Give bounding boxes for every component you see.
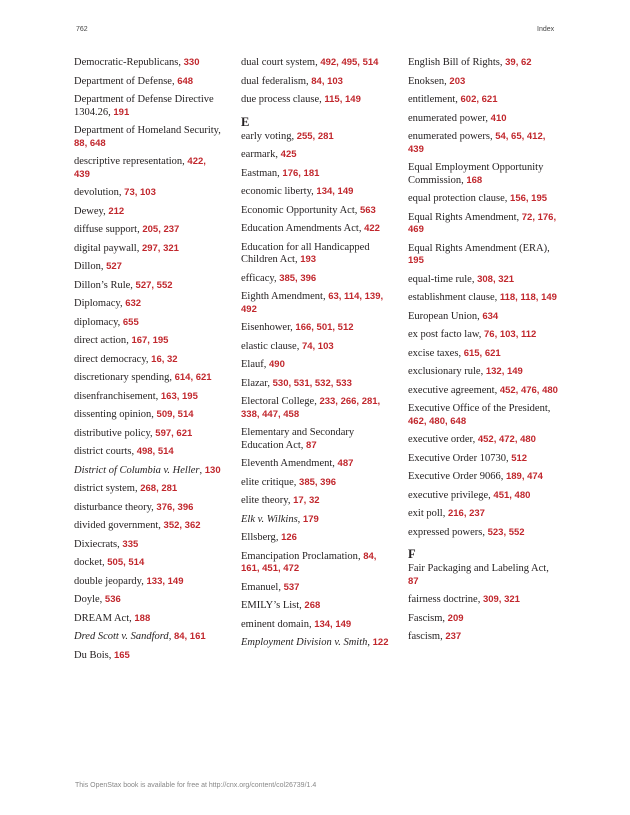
index-entry: District of Columbia v. Heller, 130 [74, 464, 221, 476]
index-term: early voting [241, 130, 292, 142]
index-entry: eminent domain, 134, 149 [241, 618, 352, 630]
index-entry: Executive Order 9066, 189, 474 [408, 471, 543, 482]
page-references[interactable]: 602, 621 [460, 94, 498, 105]
index-entry: district system, 268, 281 [74, 483, 178, 494]
index-term: enumerated powers [408, 131, 490, 142]
index-entry: Emanuel, 537 [241, 581, 300, 593]
page-references[interactable]: 498, 514 [136, 446, 174, 457]
page-references[interactable]: 191 [113, 106, 130, 118]
page-references[interactable]: 505, 514 [107, 557, 145, 568]
page-references[interactable]: 297, 321 [141, 242, 179, 254]
index-entry: exit poll, 216, 237 [408, 508, 485, 519]
page-references[interactable]: 193 [300, 254, 317, 265]
index-term: exit poll [408, 508, 443, 519]
page-references[interactable]: 122 [372, 637, 389, 648]
index-term: equal protection clause [408, 193, 505, 204]
page-references[interactable]: 410 [490, 112, 507, 124]
index-term: Department of Homeland Security [74, 125, 219, 136]
page-references[interactable]: 88, 648 [74, 137, 106, 149]
page-references[interactable]: 167, 195 [131, 335, 169, 346]
section-letter: E [241, 114, 250, 129]
index-term: Doyle [74, 594, 100, 605]
page-references[interactable]: 268 [304, 600, 321, 611]
index-entry: elastic clause, 74, 103 [241, 340, 334, 352]
index-term: distributive policy [74, 427, 151, 439]
index-term: entitlement [408, 94, 456, 105]
index-column-3 [408, 57, 558, 650]
index-entry: English Bill of Rights, 39, 62 [408, 57, 532, 68]
index-entry: Diplomacy, 632 [74, 298, 142, 309]
index-entry: Eighth Amendment, 63, 114, 139, 492 [241, 291, 384, 315]
page-references[interactable]: 422, 439 [74, 156, 206, 180]
page-references[interactable]: 597, 621 [155, 427, 193, 439]
index-entry: exclusionary rule, 132, 149 [408, 366, 523, 377]
page-references[interactable]: 352, 362 [163, 520, 201, 531]
index-term: European Union [408, 310, 478, 322]
index-term: disenfranchisement [74, 390, 156, 402]
page-references[interactable]: 614, 621 [174, 372, 212, 383]
index-term: enumerated power [408, 112, 486, 124]
index-term: Equal Employment Opportunity Commission [408, 162, 544, 186]
page-references[interactable]: 84, 161 [173, 631, 206, 642]
index-term: diffuse support [74, 224, 138, 235]
index-term: Dillon’s Rule [74, 279, 131, 291]
page-references[interactable]: 376, 396 [156, 501, 194, 513]
index-entry: expressed powers, 523, 552 [408, 526, 525, 538]
index-entry: Eastman, 176, 181 [241, 167, 320, 179]
page-references[interactable]: 87 [408, 575, 419, 587]
index-term: Electoral College [241, 396, 315, 407]
page-references[interactable]: 134, 149 [316, 186, 354, 197]
index-term: Equal Rights Amendment [408, 211, 517, 223]
index-entry: Equal Rights Amendment (ERA), 195 [408, 242, 550, 266]
index-term: Diplomacy [74, 298, 120, 309]
index-term: efficacy [241, 272, 274, 284]
index-term: Emancipation Proclamation [241, 550, 358, 562]
index-entry: Dred Scott v. Sandford, 84, 161 [74, 631, 206, 642]
index-term: dual federalism [241, 75, 307, 87]
index-entry: entitlement, 602, 621 [408, 94, 498, 105]
index-entry: Fair Packaging and Labeling Act, 87 [408, 563, 549, 587]
index-entry: enumerated powers, 54, 65, 412, 439 [408, 131, 546, 155]
index-entry: Executive Office of the President, 462, 480, 648 [408, 403, 551, 427]
index-entry: EMILY’s List, 268 [241, 600, 321, 611]
index-entry: enumerated power, 410 [408, 112, 507, 124]
index-term: Eleventh Amendment [241, 458, 333, 469]
index-entry: direct action, 167, 195 [74, 335, 169, 346]
index-term: Du Bois [74, 649, 109, 661]
page-references[interactable]: 133, 149 [146, 575, 184, 587]
index-entry: Dewey, 212 [74, 205, 125, 217]
index-entry: Department of Defense Directive 1304.26, 191 [74, 94, 214, 118]
index-entry: Eleventh Amendment, 487 [241, 458, 354, 469]
page-references[interactable]: 134, 149 [314, 618, 352, 630]
index-term: devolution [74, 187, 119, 198]
index-term: descriptive representation [74, 156, 183, 167]
index-term: discretionary spending [74, 372, 170, 383]
page-references[interactable]: 335 [122, 538, 139, 550]
index-entry: divided government, 352, 362 [74, 520, 201, 531]
page-references[interactable]: 490 [269, 359, 285, 370]
index-entry: elite critique, 385, 396 [241, 476, 337, 488]
index-column-1 [74, 57, 224, 668]
index-entry: Electoral College, 233, 266, 281, 338, 447, 458 [241, 396, 381, 420]
page-references[interactable]: 563 [359, 204, 376, 216]
index-term: dissenting opinion [74, 409, 152, 420]
index-term: Eisenhower [241, 322, 291, 333]
index-term: Fair Packaging and Labeling Act [408, 563, 547, 574]
index-entry: Eisenhower, 166, 501, 512 [241, 322, 354, 333]
index-term: Dixiecrats [74, 538, 118, 550]
page-references[interactable]: 74, 103 [301, 340, 334, 352]
section-letter: F [408, 547, 416, 561]
page-references[interactable]: 255, 281 [296, 130, 334, 142]
index-entry: early voting, 255, 281 [241, 130, 334, 142]
page-references[interactable]: 487 [337, 458, 354, 469]
index-entry: Ellsberg, 126 [241, 532, 297, 543]
index-entry: direct democracy, 16, 32 [74, 353, 178, 365]
index-term: District of Columbia v. Heller [74, 464, 200, 476]
page-references[interactable]: 188 [134, 612, 151, 624]
index-term: DREAM Act [74, 612, 130, 624]
page-references[interactable]: 425 [280, 149, 297, 160]
index-term: economic liberty [241, 186, 312, 197]
index-entry: diplomacy, 655 [74, 316, 139, 328]
page-references[interactable]: 452, 472, 480 [477, 434, 536, 445]
index-term: Emanuel [241, 581, 279, 593]
page-references[interactable]: 72, 176, 469 [408, 211, 557, 235]
index-entry: Education for all Handicapped Children Act, 193 [241, 241, 370, 265]
index-entry: Elazar, 530, 531, 532, 533 [241, 377, 352, 389]
index-entry: excise taxes, 615, 621 [408, 347, 501, 359]
index-entry: Elementary and Secondary Education Act, 87 [241, 427, 355, 451]
index-entry: equal-time rule, 308, 321 [408, 273, 515, 285]
page-references[interactable]: 655 [122, 316, 139, 328]
index-entry: Education Amendments Act, 422 [241, 223, 380, 234]
page-references[interactable]: 422 [364, 223, 380, 234]
index-entry: Department of Homeland Security, 88, 648 [74, 125, 221, 149]
index-entry: Employment Division v. Smith, 122 [241, 637, 389, 648]
page-references[interactable]: 156, 195 [510, 193, 548, 204]
index-term: district courts [74, 446, 132, 457]
index-entry: diffuse support, 205, 237 [74, 224, 180, 235]
index-entry: executive order, 452, 472, 480 [408, 434, 536, 445]
page-references[interactable]: 16, 32 [151, 353, 178, 365]
index-term: Eastman [241, 167, 278, 179]
page-references[interactable]: 126 [281, 532, 297, 543]
page-references[interactable]: 205, 237 [142, 224, 180, 235]
index-entry: Executive Order 10730, 512 [408, 452, 528, 464]
index-term: Executive Order 9066 [408, 471, 501, 482]
page-references[interactable]: 189, 474 [505, 471, 543, 482]
index-entry: economic liberty, 134, 149 [241, 186, 354, 197]
index-term: divided government [74, 520, 159, 531]
index-term: docket [74, 557, 102, 568]
index-entry: Dillon, 527 [74, 261, 122, 272]
index-term: Elauf [241, 359, 264, 370]
page-references[interactable]: 216, 237 [447, 508, 485, 519]
index-term: executive privilege [408, 489, 489, 501]
page-references[interactable]: 73, 103 [124, 187, 156, 198]
page-references[interactable]: 166, 501, 512 [295, 322, 354, 333]
index-entry: Democratic-Republicans, 330 [74, 57, 200, 68]
index-term: dual court system [241, 57, 316, 68]
index-entry: due process clause, 115, 149 [241, 94, 361, 105]
page-references[interactable]: 237 [445, 631, 462, 642]
index-entry: Dixiecrats, 335 [74, 538, 139, 550]
index-term: fascism [408, 631, 441, 642]
index-term: excise taxes [408, 347, 459, 359]
index-term: Elementary and Secondary Education Act [241, 427, 355, 451]
page-references[interactable]: 537 [283, 581, 300, 593]
page-references[interactable]: 385, 396 [299, 476, 337, 488]
index-entry: Equal Rights Amendment, 72, 176, 469 [408, 211, 557, 235]
index-entry: ex post facto law, 76, 103, 112 [408, 329, 537, 340]
index-entry: European Union, 634 [408, 310, 499, 322]
page-references[interactable]: 130 [204, 464, 221, 476]
index-term: Dillon [74, 261, 101, 272]
page-references[interactable]: 385, 396 [279, 272, 317, 284]
index-entry: Equal Employment Opportunity Commission, 168 [408, 162, 544, 186]
page-references[interactable]: 648 [177, 75, 194, 87]
index-term: ex post facto law [408, 329, 479, 340]
index-term: executive order [408, 434, 473, 445]
index-entry: earmark, 425 [241, 149, 297, 160]
index-term: district system [74, 483, 135, 494]
page-references[interactable]: 330 [183, 57, 200, 68]
index-term: Fascism [408, 612, 443, 624]
index-entry: double jeopardy, 133, 149 [74, 575, 184, 587]
index-term: earmark [241, 149, 276, 160]
index-entry: Department of Defense, 648 [74, 75, 194, 87]
index-term: equal-time rule [408, 273, 472, 285]
index-term: Executive Office of the President [408, 403, 548, 414]
index-term: Democratic-Republicans [74, 57, 179, 68]
page-references[interactable]: 512 [511, 452, 528, 464]
index-entry: DREAM Act, 188 [74, 612, 151, 624]
page-references[interactable]: 118, 118, 149 [499, 292, 557, 303]
index-term: English Bill of Rights [408, 57, 500, 68]
index-entry: dual court system, 492, 495, 514 [241, 57, 379, 68]
index-term: Enoksen [408, 75, 445, 87]
index-entry: dual federalism, 84, 103 [241, 75, 343, 87]
index-entry: district courts, 498, 514 [74, 446, 174, 457]
page-references[interactable]: 209 [447, 612, 464, 624]
page-references[interactable]: 179 [302, 513, 319, 525]
index-entry: Doyle, 536 [74, 594, 121, 605]
page-references[interactable]: 527 [106, 261, 122, 272]
index-entry: Elk v. Wilkins, 179 [241, 513, 319, 525]
page-references[interactable]: 163, 195 [160, 390, 198, 402]
index-entry: elite theory, 17, 32 [241, 495, 320, 506]
index-term: executive agreement [408, 384, 495, 396]
page-references[interactable]: 309, 321 [482, 594, 520, 605]
page-references[interactable]: 203 [449, 75, 466, 87]
index-entry: Elauf, 490 [241, 359, 285, 370]
index-term: double jeopardy [74, 575, 142, 587]
index-term: Employment Division v. Smith [241, 637, 368, 648]
index-entry: executive privilege, 451, 480 [408, 489, 531, 501]
index-term: fairness doctrine [408, 594, 478, 605]
page-references[interactable]: 308, 321 [477, 273, 515, 285]
index-term: elite theory [241, 495, 288, 506]
index-entry: disenfranchisement, 163, 195 [74, 390, 198, 402]
index-term: Elazar [241, 377, 268, 389]
index-entry: digital paywall, 297, 321 [74, 242, 179, 254]
index-entry: dissenting opinion, 509, 514 [74, 409, 194, 420]
index-entry: distributive policy, 597, 621 [74, 427, 193, 439]
index-term: due process clause [241, 94, 320, 105]
page-references[interactable]: 87 [306, 439, 317, 451]
page-number: 762 [76, 26, 88, 33]
page-references[interactable]: 17, 32 [293, 495, 320, 506]
index-term: Ellsberg [241, 532, 276, 543]
index-term: digital paywall [74, 242, 137, 254]
page-references[interactable]: 634 [482, 310, 499, 322]
index-term: direct democracy [74, 353, 146, 365]
page-references[interactable]: 462, 480, 648 [408, 415, 467, 427]
page-references[interactable]: 63, 114, 139, 492 [241, 291, 384, 315]
page-references[interactable]: 54, 65, 412, 439 [408, 131, 546, 155]
index-entry: efficacy, 385, 396 [241, 272, 317, 284]
index-column-2 [241, 57, 391, 656]
index-term: Department of Defense Directive 1304.26 [74, 94, 214, 118]
page-references[interactable]: 195 [408, 255, 424, 266]
page-references[interactable]: 233, 266, 281, 338, 447, 458 [241, 396, 381, 420]
index-entry: fascism, 237 [408, 631, 462, 642]
page-references[interactable]: 452, 476, 480 [499, 384, 558, 396]
index-term: diplomacy [74, 316, 118, 328]
page-references[interactable]: 115, 149 [324, 94, 361, 105]
page-references[interactable]: 536 [104, 594, 121, 605]
page-references[interactable]: 615, 621 [463, 347, 501, 359]
index-term: establishment clause [408, 292, 495, 303]
page-references[interactable]: 451, 480 [493, 489, 531, 501]
index-entry: Fascism, 209 [408, 612, 464, 624]
index-term: Education Amendments Act [241, 223, 359, 234]
page-references[interactable]: 39, 62 [505, 57, 532, 68]
page-references[interactable]: 212 [108, 205, 125, 217]
page-references[interactable]: 527, 552 [135, 279, 173, 291]
index-entry: establishment clause, 118, 118, 149 [408, 292, 557, 303]
page-references[interactable]: 509, 514 [156, 409, 194, 420]
index-term: elite critique [241, 476, 294, 488]
page-references[interactable]: 84, 103 [311, 75, 343, 87]
index-entry: devolution, 73, 103 [74, 187, 156, 198]
index-entry: Economic Opportunity Act, 563 [241, 204, 376, 216]
index-term: direct action [74, 335, 127, 346]
index-entry: docket, 505, 514 [74, 557, 145, 568]
index-term: Equal Rights Amendment (ERA) [408, 242, 548, 254]
index-term: Dewey [74, 205, 104, 217]
index-entry: Emancipation Proclamation, 84, 161, 451, 472 [241, 550, 377, 574]
page-references[interactable]: 268, 281 [140, 483, 178, 494]
page-references[interactable]: 632 [125, 298, 142, 309]
index-term: elastic clause [241, 340, 297, 352]
index-term: EMILY’s List [241, 600, 300, 611]
page-references[interactable]: 168 [466, 174, 483, 186]
index-entry: discretionary spending, 614, 621 [74, 372, 212, 383]
index-term: Executive Order 10730 [408, 452, 506, 464]
section-title: Index [537, 26, 555, 33]
page-references[interactable]: 76, 103, 112 [484, 329, 537, 340]
page-references[interactable]: 84, 161, 451, 472 [241, 550, 377, 574]
index-term: Economic Opportunity Act [241, 204, 355, 216]
page-references[interactable]: 492, 495, 514 [320, 57, 379, 68]
page-references[interactable]: 165 [113, 649, 130, 661]
index-term: disturbance theory [74, 501, 152, 513]
index-entry: Du Bois, 165 [74, 649, 130, 661]
index-entry: equal protection clause, 156, 195 [408, 193, 548, 204]
index-term: Elk v. Wilkins [241, 513, 298, 525]
index-entry: disturbance theory, 376, 396 [74, 501, 194, 513]
index-term: Education for all Handicapped Children Act [241, 241, 370, 265]
index-entry: Dillon’s Rule, 527, 552 [74, 279, 173, 291]
page-references[interactable]: 523, 552 [487, 526, 525, 538]
index-term: eminent domain [241, 618, 309, 630]
index-entry: descriptive representation, 422, 439 [74, 156, 206, 180]
index-term: Department of Defense [74, 75, 172, 87]
index-term: expressed powers [408, 526, 483, 538]
page-references[interactable]: 530, 531, 532, 533 [272, 377, 352, 389]
footer-note: This OpenStax book is available for free at http://cnx.org/content/col26739/1.4 [75, 782, 317, 789]
index-entry: fairness doctrine, 309, 321 [408, 594, 520, 605]
index-entry: Enoksen, 203 [408, 75, 466, 87]
page-references[interactable]: 176, 181 [282, 167, 320, 179]
index-term: exclusionary rule [408, 366, 481, 377]
index-term: Eighth Amendment [241, 291, 323, 302]
page-references[interactable]: 132, 149 [485, 366, 523, 377]
index-entry: executive agreement, 452, 476, 480 [408, 384, 558, 396]
index-term: Dred Scott v. Sandford [74, 631, 169, 642]
